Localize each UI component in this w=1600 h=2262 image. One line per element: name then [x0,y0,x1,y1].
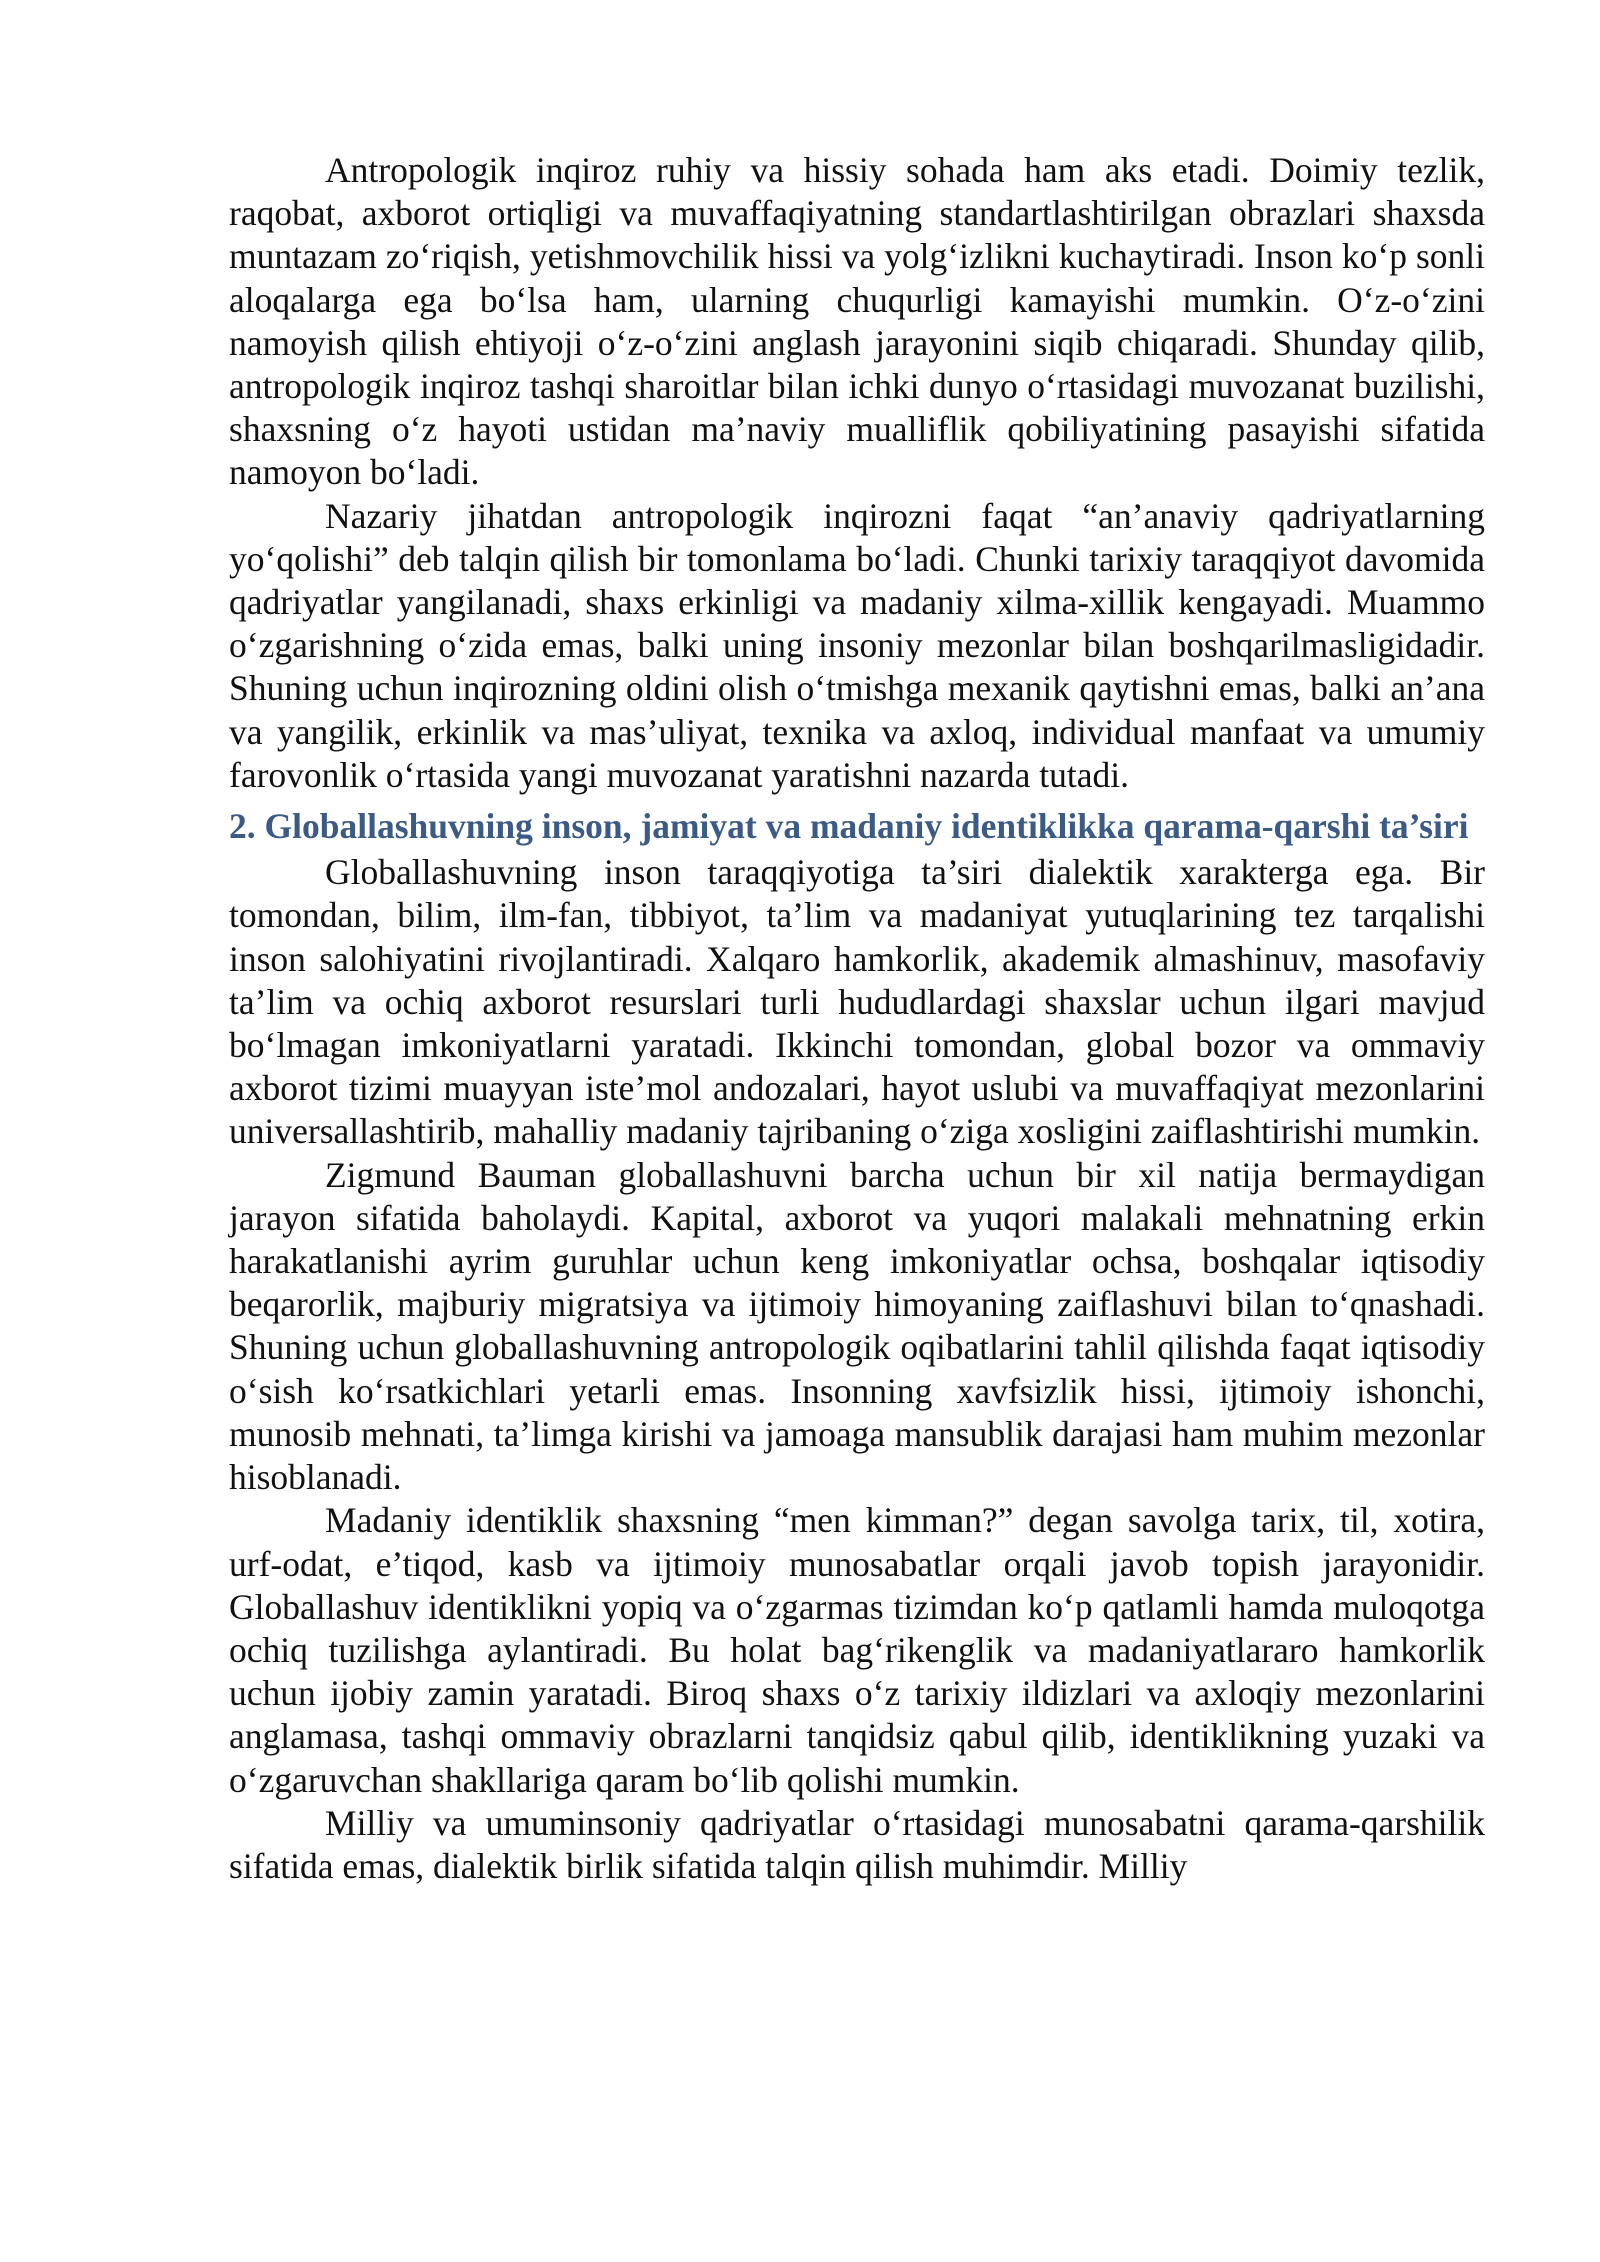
paragraph-madaniy-identiklik: Madaniy identiklik shaxsning “men kimman?” degan savolga tarix, til, xotira, urf-odat, e’tiqod, kasb va ijtimoiy munosabatlar orqali javob topish jarayonidir. Globallashuv identiklikni yopiq va o‘zgarmas tizimdan ko‘p qatlamli hamda muloqotga ochiq tuzilishga aylantiradi. Bu holat bag‘rikenglik va madaniyatlararo hamkorlik uchun ijobiy zamin yaratadi. Biroq shaxs o‘z tarixiy ildizlari va axloqiy mezonlarini anglamasa, tashqi ommaviy obrazlarni tanqidsiz qabul qilib, identiklikning yuzaki va o‘zgaruvchan shakllariga qaram bo‘lib qolishi mumkin. [229,1500,1485,1800]
paragraph-zigmund-bauman: Zigmund Bauman globallashuvni barcha uchun bir xil natija bermaydigan jarayon sifatida baholaydi. Kapital, axborot va yuqori malakali mehnatning erkin harakatlanishi ayrim guruhlar uchun keng imkoniyatlar ochsa, boshqalar iqtisodiy beqarorlik, majburiy migratsiya va ijtimoiy himoyaning zaiflashuvi bilan to‘qnashadi. Shuning uchun globallashuvning antropologik oqibatlarini tahlil qilishda faqat iqtisodiy o‘sish ko‘rsatkichlari yetarli emas. Insonning xavfsizlik hissi, ijtimoiy ishonchi, munosib mehnati, ta’limga kirishi va jamoaga mansublik darajasi ham muhim mezonlar hisoblanadi. [229,1154,1485,1498]
paragraph-antropologik-inqiroz-ruhiy: Antropologik inqiroz ruhiy va hissiy sohada ham aks etadi. Doimiy tezlik, raqobat, axborot ortiqligi va muvaffaqiyatning standartlashtirilgan obrazlari shaxsda muntazam zo‘riqish, yetishmovchilik hissi va yolg‘izlikni kuchaytiradi. Inson ko‘p sonli aloqalarga ega bo‘lsa ham, ularning chuqurligi kamayishi mumkin. O‘z-o‘zini namoyish qilish ehtiyoji o‘z-o‘zini anglash jarayonini siqib chiqaradi. Shunday qilib, antropologik inqiroz tashqi sharoitlar bilan ichki dunyo o‘rtasidagi muvozanat buzilishi, shaxsning o‘z hayoti ustidan ma’naviy mualliflik qobiliyatining pasayishi sifatida namoyon bo‘ladi. [229,150,1485,493]
paragraph-milliy-va-umuminsoniy: Milliy va umuminsoniy qadriyatlar o‘rtasidagi munosabatni qarama-qarshilik sifatida emas, dialektik birlik sifatida talqin qilish muhimdir. Milliy [229,1802,1485,1886]
paragraph-nazariy-jihatdan: Nazariy jihatdan antropologik inqirozni faqat “an’anaviy qadriyatlarning yo‘qolishi” deb talqin qilish bir tomonlama bo‘ladi. Chunki tarixiy taraqqiyot davomida qadriyatlar yangilanadi, shaxs erkinligi va madaniy xilma-xillik kengayadi. Muammo o‘zgarishning o‘zida emas, balki uning insoniy mezonlar bilan boshqarilmasligidadir. Shuning uchun inqirozning oldini olish o‘tmishga mexanik qaytishni emas, balki an’ana va yangilik, erkinlik va mas’uliyat, texnika va axloq, individual manfaat va umumiy farovonlik o‘rtasida yangi muvozanat yaratishni nazarda tutadi. [229,495,1485,795]
page-body [229,149,1485,1888]
paragraph-globallashuvning-ta-siri: Globallashuvning inson taraqqiyotiga ta’siri dialektik xarakterga ega. Bir tomondan, bilim, ilm-fan, tibbiyot, ta’lim va madaniyat yutuqlarining tez tarqalishi inson salohiyatini rivojlantiradi. Xalqaro hamkorlik, akademik almashinuv, masofaviy ta’lim va ochiq axborot resurslari turli hududlardagi shaxslar uchun ilgari mavjud bo‘lmagan imkoniyatlarni yaratadi. Ikkinchi tomondan, global bozor va ommaviy axborot tizimi muayyan iste’mol andozalari, hayot uslubi va muvaffaqiyat mezonlarini universallashtirib, mahalliy madaniy tajribaning o‘ziga xosligini zaiflashtirishi mumkin. [229,852,1485,1152]
section-heading: 2. Globallashuvning inson, jamiyat va madaniy identiklikka qarama-qarshi ta’siri [229,806,1469,847]
